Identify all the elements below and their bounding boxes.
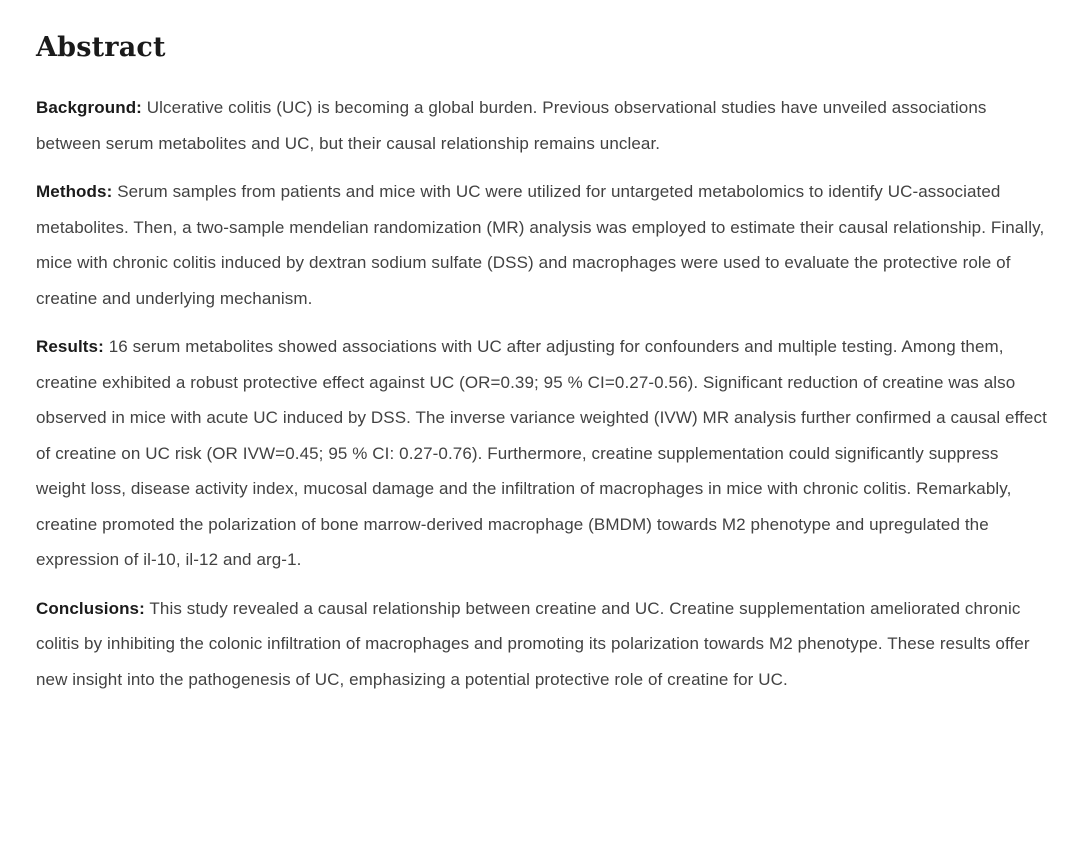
paragraph-text-results: 16 serum metabolites showed associations with UC after adjusting for confounders and multiple testing. Among them, creatine exhibited a robust protective effect against UC (OR=0.39; 95 % CI=0.27-0.56). Significant reduction of creatine was also observed in mice with acute UC induced by DSS. The inverse variance weighted (IVW) MR analysis further confirmed a causal effect of creatine on UC risk (OR IVW=0.45; 95 % CI: 0.27-0.76). Furthermore, creatine supplementation could significantly suppress weight loss, disease activity index, mucosal damage and the infiltration of macrophages in mice with chronic colitis. Remarkably, creatine promoted the polarization of bone marrow-derived macrophage (BMDM) towards M2 phenotype and upregulated the expression of il-10, il-12 and arg-1. bbox=[36, 337, 1047, 569]
page-title: Abstract bbox=[36, 32, 166, 63]
paragraph-label-methods: Methods: bbox=[36, 182, 113, 201]
abstract-paragraph-results bbox=[36, 329, 1050, 578]
paragraph-text-methods: Serum samples from patients and mice with UC were utilized for untargeted metabolomics to identify UC-associated metabolites. Then, a two-sample mendelian randomization (MR) analysis was employed to estimate their causal relationship. Finally, mice with chronic colitis induced by dextran sodium sulfate (DSS) and macrophages were used to evaluate the protective role of creatine and underlying mechanism. bbox=[36, 182, 1045, 308]
paragraph-label-background: Background: bbox=[36, 98, 142, 117]
abstract-paragraph-background bbox=[36, 90, 1050, 161]
paragraph-label-conclusions: Conclusions: bbox=[36, 598, 145, 618]
paragraph-text-conclusions: This study revealed a causal relationship between creatine and UC. Creatine supplementation ameliorated chronic colitis by inhibiting the colonic infiltration of macrophages and promoting its polarization towards M2 phenotype. These results offer new insight into the pathogenesis of UC, emphasizing a potential protective role of creatine for UC. bbox=[36, 598, 1030, 689]
abstract-paragraph-methods bbox=[36, 174, 1050, 316]
paragraph-label-results: Results: bbox=[36, 337, 104, 356]
abstract-paragraph-conclusions bbox=[36, 591, 1050, 698]
paragraph-text-background: Ulcerative colitis (UC) is becoming a global burden. Previous observational studies have unveiled associations between serum metabolites and UC, but their causal relationship remains unclear. bbox=[36, 98, 987, 153]
